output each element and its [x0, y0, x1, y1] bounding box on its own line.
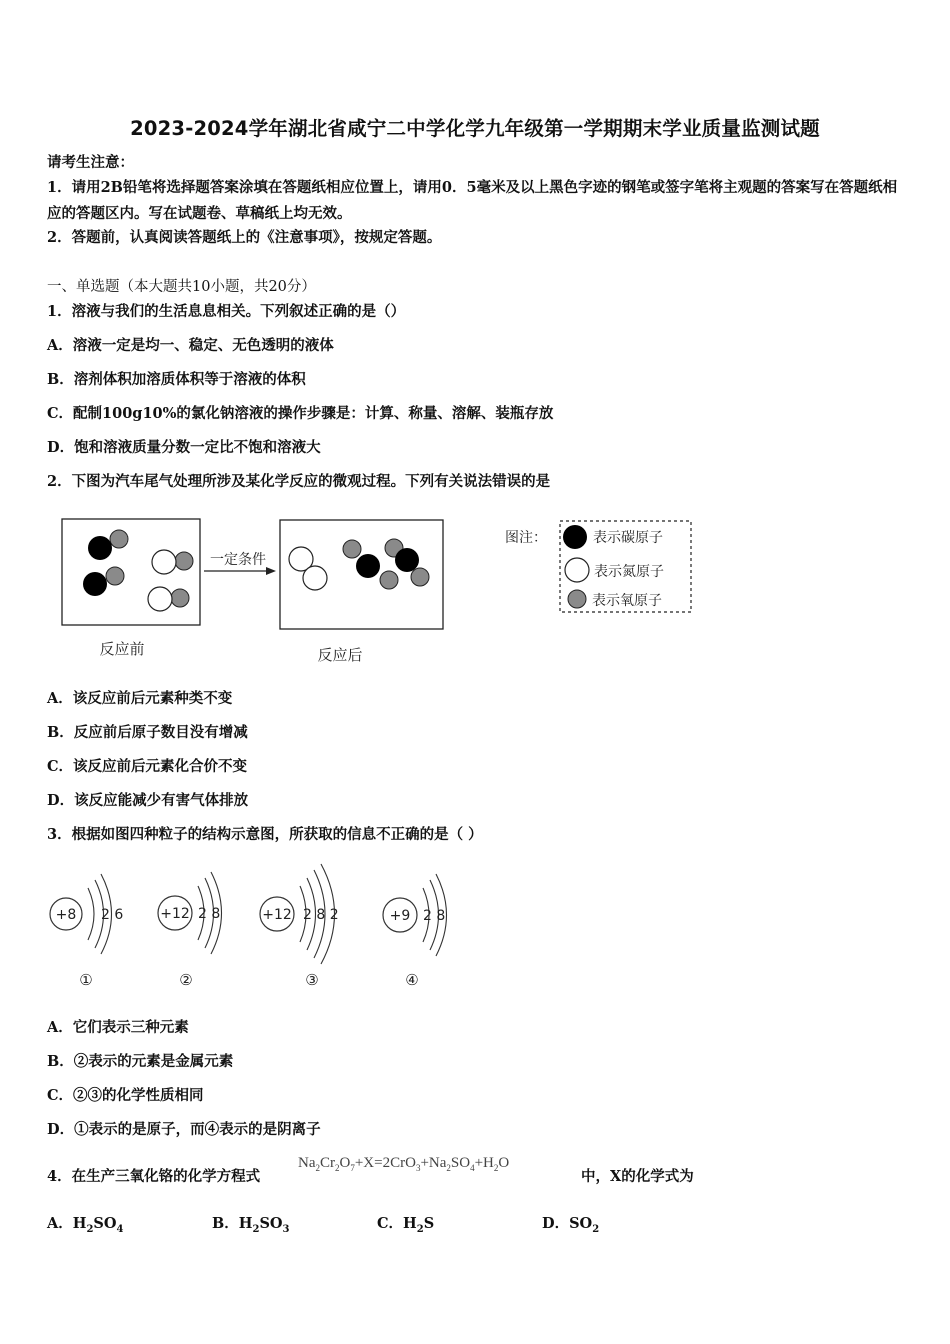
before-molecule-no-2 [148, 587, 189, 611]
after-molecule-n2 [289, 547, 327, 590]
q4-stem-prefix: 4．在生产三氧化铬的化学方程式 [47, 1168, 261, 1185]
after-label: 反应后 [317, 646, 363, 664]
particle-1-shells: 2 6 [101, 907, 124, 923]
page-title: 2023-2024学年湖北省咸宁二中学化学九年级第一学期期末学业质量监测试题 [130, 117, 820, 140]
q4-option-c: C．$H_2S$ [377, 1215, 435, 1235]
q1-option-c: C．配制100g10%的氯化钠溶液的操作步骤是：计算、称量、溶解、装瓶存放 [47, 405, 554, 422]
q3-option-b: B．②表示的元素是金属元素 [47, 1053, 234, 1070]
q2-option-b: B．反应前后原子数目没有增减 [47, 724, 248, 741]
before-molecule-no-1 [152, 550, 193, 574]
particle-1-number: ① [79, 971, 93, 989]
arrow-label: 一定条件 [210, 552, 266, 568]
q3-option-d: D．①表示的是原子，而④表示的是阴离子 [47, 1121, 321, 1138]
particle-3-shells: 2 8 2 [303, 907, 339, 923]
legend-carbon [563, 525, 663, 549]
particle-2-shells: 2 8 [198, 906, 221, 922]
particle-3-number: ③ [305, 971, 319, 989]
particle-3 [260, 864, 339, 989]
q1-stem: 1．溶液与我们的生活息息相关。下列叙述正确的是（） [47, 303, 406, 320]
q2-option-c: C．该反应前后元素化合价不变 [47, 758, 248, 775]
particle-4-nucleus: +9 [389, 908, 411, 924]
particle-2-number: ② [179, 971, 193, 989]
q4-option-d: D．$SO_2$ [542, 1215, 600, 1235]
particle-2 [158, 872, 222, 989]
q3-option-a: A．它们表示三种元素 [47, 1019, 189, 1036]
q3-stem: 3．根据如图四种粒子的结构示意图，所获取的信息不正确的是（ ） [47, 826, 483, 843]
q2-option-a: A．该反应前后元素种类不变 [47, 690, 233, 707]
particle-diagrams [40, 860, 480, 1000]
q2-stem: 2．下图为汽车尾气处理所涉及某化学反应的微观过程。下列有关说法错误的是 [47, 473, 551, 490]
notice-item-2: 2．答题前，认真阅读答题纸上的《注意事项》，按规定答题。 [47, 229, 442, 246]
legend-nitrogen [565, 558, 664, 582]
notice-heading: 请考生注意： [47, 154, 134, 171]
q3-option-c: C．②③的化学性质相同 [47, 1087, 204, 1104]
before-box [62, 519, 200, 625]
svg-text:表示氧原子: 表示氧原子 [592, 593, 662, 609]
before-molecule-co-2 [83, 567, 124, 596]
reaction-diagram [50, 510, 710, 675]
svg-text:表示碳原子: 表示碳原子 [593, 530, 663, 546]
particle-4 [383, 874, 447, 989]
q4-option-b: B．$H_2SO_3$ [212, 1215, 290, 1235]
legend-oxygen [568, 590, 662, 609]
q4-equation: $Na_2Cr_2O_7+X=2CrO_3+Na_2SO_4+H_2O$ [298, 1155, 510, 1173]
q1-option-d: D．饱和溶液质量分数一定比不饱和溶液大 [47, 439, 321, 456]
svg-text:表示氮原子: 表示氮原子 [594, 564, 664, 580]
particle-1-nucleus: +8 [55, 907, 77, 923]
q4-stem-suffix: 中，X的化学式为 [581, 1168, 694, 1185]
particle-1 [50, 874, 123, 989]
section-heading: 一、单选题（本大题共10小题，共20分） [47, 279, 316, 295]
q4-option-a: A．$H_2SO_4$ [47, 1215, 124, 1235]
q1-option-a: A．溶液一定是均一、稳定、无色透明的液体 [47, 337, 334, 354]
notice-item-1: 1．请用2B铅笔将选择题答案涂填在答题纸相应位置上，请用0．5毫米及以上黑色字迹的钢笔或签字笔将主观题的答案写在答题纸相应的答题区内。写在试题卷、草稿纸上均无效。 [47, 179, 898, 222]
particle-4-shells: 2 8 [423, 908, 446, 924]
particle-2-nucleus: +12 [160, 906, 190, 922]
legend-title: 图注： [505, 530, 547, 546]
q2-option-d: D．该反应能减少有害气体排放 [47, 792, 249, 809]
before-label: 反应前 [99, 640, 145, 658]
particle-3-nucleus: +12 [262, 907, 292, 923]
before-molecule-co-1 [88, 530, 128, 560]
particle-4-number: ④ [405, 971, 419, 989]
q1-option-b: B．溶剂体积加溶质体积等于溶液的体积 [47, 371, 306, 388]
